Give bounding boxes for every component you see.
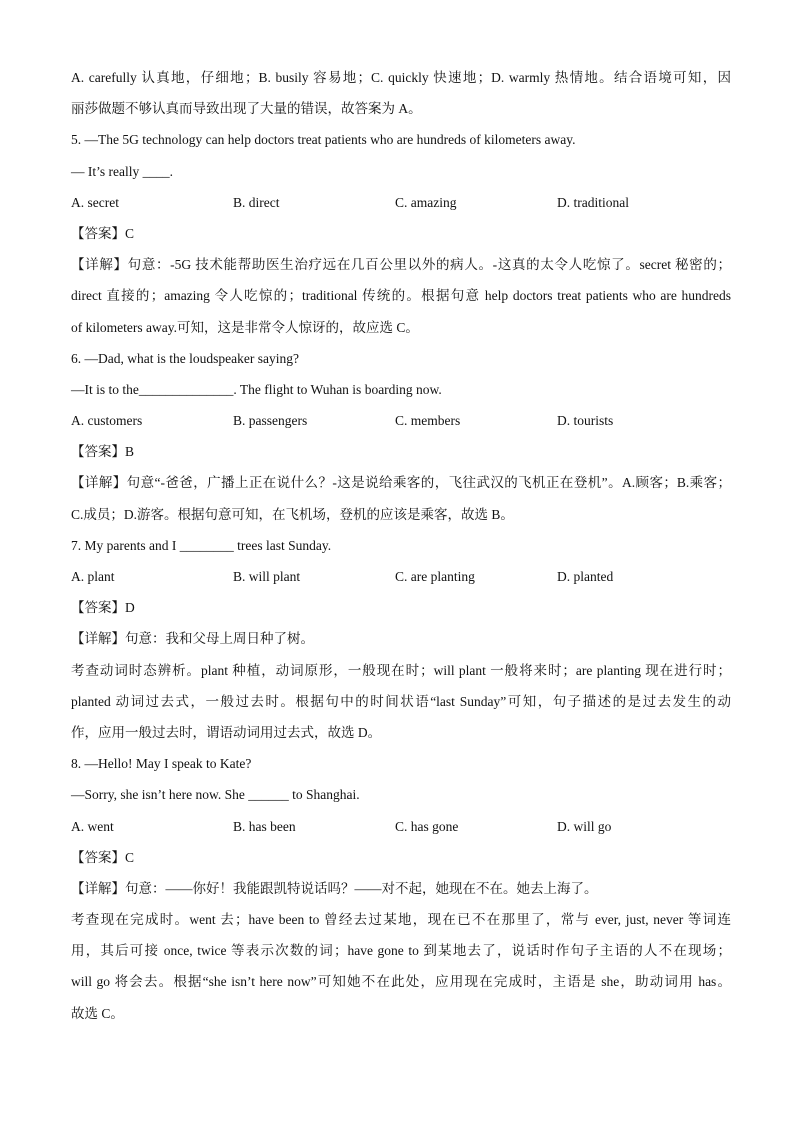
q7-explanation-line: planted 动词过去式，一般过去时。根据句中的时间状语“last Sunday”可知，句子描述的是过去发生的动 <box>71 693 731 709</box>
q8-explanation-line: will go 将会去。根据“she isn’t here now”可知她不在此处，应用现在完成时，主语是 she，助动词用 has。 <box>71 974 731 990</box>
q7-explanation-line: 【详解】句意：我和父母上周日种了树。 <box>71 631 314 647</box>
q7-answer: 【答案】D <box>71 600 135 616</box>
q8-option-a: A. went <box>71 818 114 834</box>
q7-option-d: D. planted <box>557 569 614 584</box>
q6-option-a: A. customers <box>71 413 143 429</box>
q8-stem: 8. —Hello! May I speak to Kate? <box>71 756 252 772</box>
q6-answer: 【答案】B <box>71 444 135 460</box>
q7-explanation-line: 作，应用一般过去时，谓语动词用过去式，故选 D。 <box>71 724 382 740</box>
q5-explanation-line: of kilometers away.可知，这是非常令人惊讶的，故应选 C。 <box>71 319 419 335</box>
q6-explanation-line: 【详解】句意“-爸爸，广播上正在说什么？-这是说给乘客的，飞往武汉的飞机正在登机”。A.顾客；B.乘客； <box>71 475 731 491</box>
q8-option-c: C. has gone <box>395 818 459 834</box>
q8-option-b: B. has been <box>233 818 296 834</box>
q6-option-d: D. tourists <box>557 413 614 429</box>
q8-reply: —Sorry, she isn’t here now. She ______ to Shanghai. <box>71 787 360 803</box>
q5-option-c: C. amazing <box>395 194 457 210</box>
q8-option-d: D. will go <box>557 818 612 834</box>
q7-option-a: A. plant <box>71 569 115 584</box>
q5-explanation-line: 【详解】句意：-5G 技术能帮助医生治疗远在几百公里以外的病人。-这真的太令人吃惊了。secret 秘密的； <box>71 257 731 273</box>
q8-explanation-line: 考查现在完成时。went 去；have been to 曾经去过某地，现在已不在那里了，常与 ever, just, never 等词连 <box>71 912 731 928</box>
q5-option-b: B. direct <box>233 194 280 210</box>
q8-answer: 【答案】C <box>71 849 135 865</box>
q6-explanation-line: C.成员；D.游客。根据句意可知，在飞机场，登机的应该是乘客，故选 B。 <box>71 506 514 522</box>
q5-options <box>71 187 731 218</box>
q8-explanation-line: 用，其后可接 once, twice 等表示次数的词；have gone to 到某地去了，说话时作句子主语的人不在现场； <box>71 943 731 959</box>
q8-explanation-line: 故选 C。 <box>71 1005 124 1021</box>
q7-option-c: C. are planting <box>395 569 475 584</box>
q7-options <box>71 561 731 592</box>
q6-options <box>71 405 731 436</box>
q6-reply: —It is to the______________. The flight to Wuhan is boarding now. <box>71 381 442 397</box>
q8-explanation-line: 【详解】句意：——你好！我能跟凯特说话吗？——对不起，她现在不在。她去上海了。 <box>71 880 598 896</box>
q5-answer: 【答案】C <box>71 225 135 241</box>
q4-explanation-line: A. carefully 认真地，仔细地；B. busily 容易地；C. quickly 快速地；D. warmly 热情地。结合语境可知，因 <box>71 70 731 85</box>
document-page <box>71 62 731 1029</box>
q7-explanation-line: 考查动词时态辨析。plant 种植，动词原形，一般现在时；will plant 一般将来时；are planting 现在进行时； <box>71 662 731 678</box>
q6-option-c: C. members <box>395 413 461 429</box>
q5-explanation-line: direct 直接的；amazing 令人吃惊的；traditional 传统的。根据句意 help doctors treat patients who are hundreds <box>71 288 731 304</box>
q7-option-b: B. will plant <box>233 569 301 584</box>
q6-option-b: B. passengers <box>233 413 308 429</box>
q6-stem: 6. —Dad, what is the loudspeaker saying? <box>71 350 299 366</box>
q5-stem: 5. —The 5G technology can help doctors treat patients who are hundreds of kilometers away. <box>71 132 576 148</box>
q5-reply: — It’s really ____. <box>71 163 173 179</box>
q4-explanation-line: 丽莎做题不够认真而导致出现了大量的错误，故答案为 A。 <box>71 101 422 117</box>
q5-option-a: A. secret <box>71 194 119 210</box>
q7-stem: 7. My parents and I ________ trees last Sunday. <box>71 537 332 553</box>
q5-option-d: D. traditional <box>557 194 629 210</box>
q8-options <box>71 811 731 842</box>
